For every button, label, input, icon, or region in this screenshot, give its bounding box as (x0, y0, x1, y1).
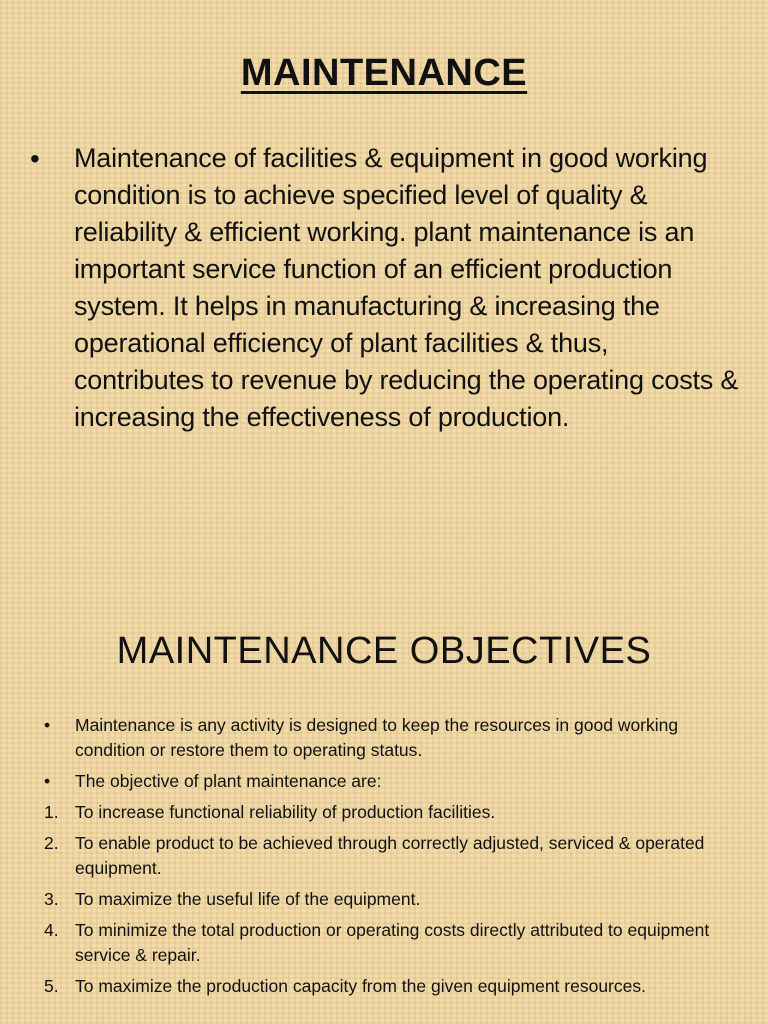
list-item-text: To minimize the total production or operating costs directly attributed to equipment service & repair. (75, 920, 710, 965)
objectives-list (44, 713, 724, 1005)
list-marker: 4. (44, 920, 59, 940)
list-item-text: To increase functional reliability of production facilities. (75, 802, 496, 822)
list-item-text: To maximize the useful life of the equipment. (75, 889, 421, 909)
list-item (44, 887, 724, 912)
list-marker: 1. (44, 802, 59, 822)
list-item-text: To maximize the production capacity from the given equipment resources. (75, 976, 646, 996)
list-item (44, 918, 724, 968)
list-marker: 5. (44, 976, 59, 996)
bullet-item (30, 140, 740, 436)
list-marker: 2. (44, 833, 59, 853)
list-marker: • (44, 771, 51, 791)
list-item (44, 800, 724, 825)
list-item-text: To enable product to be achieved through correctly adjusted, serviced & operated equipment. (75, 833, 705, 878)
list-item (44, 769, 724, 794)
list-item (44, 831, 724, 881)
list-marker: • (44, 715, 51, 735)
slide-title: MAINTENANCE OBJECTIVES (116, 630, 652, 672)
list-item-text: The objective of plant maintenance are: (75, 771, 382, 791)
list-item (44, 974, 724, 999)
slide-maintenance-objectives (0, 600, 768, 1024)
bullet-marker: • (30, 143, 40, 174)
list-item (44, 713, 724, 763)
list-item-text: Maintenance is any activity is designed to keep the resources in good working condition or restore them to operating status. (75, 715, 679, 760)
list-marker: 3. (44, 889, 59, 909)
bullet-text: Maintenance of facilities & equipment in good working condition is to achieve specified level of quality & reliability & efficient working. plant maintenance is an important service function of an efficient production system. It helps in manufacturing & increasing the operational efficiency of plant facilities & thus, contributes to revenue by reducing the operating costs & increasing the effectiveness of production. (74, 143, 739, 432)
slide-title: MAINTENANCE (240, 52, 528, 94)
